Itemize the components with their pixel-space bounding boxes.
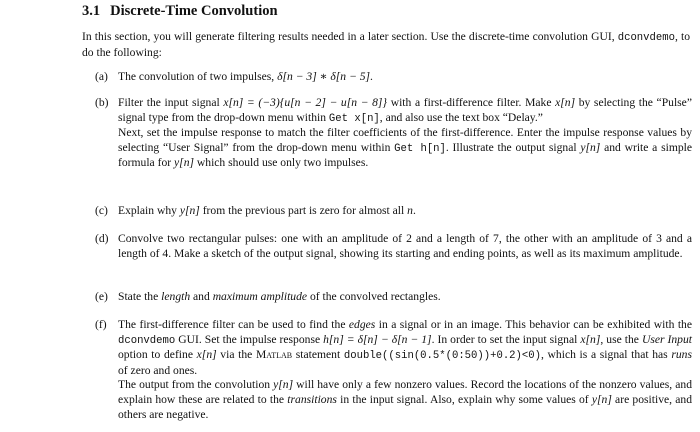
item-f-paragraph-1 bbox=[118, 318, 692, 378]
item-f-text: , which is a signal that has bbox=[540, 348, 672, 362]
item-f-em-edges: edges bbox=[348, 318, 376, 331]
item-f-text: , use the bbox=[600, 332, 642, 346]
item-a-end: . bbox=[370, 70, 373, 83]
item-c-text: from the previous part is zero for almost all bbox=[199, 204, 408, 217]
item-f-text: The first-difference filter can be used to find the bbox=[118, 318, 349, 331]
list-item-c bbox=[95, 204, 692, 219]
item-f-text: of zero and ones. bbox=[118, 363, 198, 377]
item-f-em-user-input: User Input bbox=[641, 332, 692, 346]
list-item-b bbox=[95, 96, 692, 171]
item-c-math-yn: y[n] bbox=[179, 204, 200, 217]
item-body-b bbox=[118, 96, 692, 171]
item-b-math-xn: x[n] bbox=[555, 96, 576, 109]
item-b-text: with a first-difference filter. Make bbox=[387, 96, 556, 109]
item-f-text: in the input signal. Also, explain why some values of bbox=[336, 392, 592, 406]
item-f-math-xn-2: x[n] bbox=[196, 348, 217, 362]
item-c-text: Explain why bbox=[118, 204, 180, 217]
item-f-code-dconvdemo: dconvdemo bbox=[118, 334, 176, 347]
item-f-text: will have only a few nonzero values. Record the locations of the nonzero values, and explain how these are related to the bbox=[118, 378, 693, 406]
item-f-text: The output from the convolution bbox=[118, 378, 274, 392]
item-f-paragraph-2 bbox=[118, 378, 692, 422]
item-label-c: (c) bbox=[95, 204, 108, 217]
item-b-text: and write a simple formula for bbox=[118, 140, 693, 170]
item-e-text: and bbox=[190, 290, 213, 303]
item-f-math-hn: h[n] = δ[n] − δ[n − 1] bbox=[323, 332, 432, 346]
item-f-em-runs: runs bbox=[671, 348, 692, 362]
item-f-text: are positive, and others are negative. bbox=[118, 392, 692, 421]
section-heading bbox=[82, 2, 278, 20]
list-item-f bbox=[95, 318, 692, 422]
item-f-math-yn: y[n] bbox=[273, 378, 294, 392]
item-b-math-yn: y[n] bbox=[580, 140, 601, 154]
item-f-math-xn: x[n] bbox=[580, 332, 601, 346]
item-f-text: GUI. Set the impulse response bbox=[175, 332, 324, 346]
item-body-e bbox=[118, 290, 692, 305]
item-a-math: δ[n − 3] ∗ δ[n − 5] bbox=[277, 70, 371, 83]
section-title: Discrete-Time Convolution bbox=[110, 3, 278, 19]
item-b-text: which should use only two impulses. bbox=[194, 156, 369, 170]
item-b-text: . Illustrate the output signal bbox=[445, 140, 581, 154]
item-b-text: Next, set the impulse response to match the filter coefficients of the first-difference. Enter the impulse response values by selecting “User Signal” from the drop-down menu within bbox=[118, 126, 692, 154]
item-label-e: (e) bbox=[95, 290, 108, 303]
item-f-matlab: Matlab bbox=[256, 348, 293, 362]
item-c-text: . bbox=[412, 204, 416, 217]
item-a-text: The convolution of two impulses, bbox=[118, 70, 278, 83]
list-item-e bbox=[95, 290, 692, 305]
item-f-text: . In order to set the input signal bbox=[431, 332, 581, 346]
item-label-d: (d) bbox=[95, 232, 109, 245]
item-f-em-transitions: transitions bbox=[287, 392, 337, 406]
item-e-em-length: length bbox=[161, 290, 191, 303]
item-body-f bbox=[118, 318, 692, 422]
item-b-paragraph-1 bbox=[118, 96, 692, 126]
item-b-math-yn-2: y[n] bbox=[174, 156, 194, 170]
item-f-text: in a signal or in an image. This behavior can be exhibited with the bbox=[375, 318, 692, 331]
item-body-c bbox=[118, 204, 692, 219]
list-item-a bbox=[95, 70, 692, 85]
item-e-text: of the convolved rectangles. bbox=[307, 290, 441, 303]
item-body-d: Convolve two rectangular pulses: one with an amplitude of 2 and a length of 7, the other with an amplitude of 3 and a length of 4. Make a sketch of the output signal, showing its starting and ending points, as well as its maximum amplitude. bbox=[118, 232, 692, 260]
item-b-text: , and also use the text box “Delay.” bbox=[379, 110, 543, 124]
list-item-d bbox=[95, 232, 692, 261]
item-label-f: (f) bbox=[95, 318, 107, 331]
intro-code-dconvdemo: dconvdemo bbox=[617, 32, 675, 44]
item-b-code-get-xn: Get x[n] bbox=[328, 112, 380, 125]
item-body-a bbox=[118, 70, 692, 85]
item-label-a: (a) bbox=[95, 70, 108, 83]
item-label-b: (b) bbox=[95, 96, 109, 109]
item-e-text: State the bbox=[118, 290, 162, 303]
item-b-code-get-hn: Get h[n] bbox=[394, 142, 446, 155]
item-f-text: statement bbox=[292, 348, 344, 362]
intro-paragraph bbox=[82, 30, 690, 60]
intro-text-end: , to do the following: bbox=[82, 30, 690, 59]
item-f-code-statement: double((sin(0.5*(0:50))+0.2)<0) bbox=[343, 350, 541, 363]
item-f-text: option to define bbox=[118, 348, 197, 362]
item-c-math-n: n bbox=[407, 204, 413, 217]
item-b-math-input-signal: x[n] = (−3){u[n − 2] − u[n − 8]} bbox=[223, 96, 388, 109]
item-b-paragraph-2 bbox=[118, 126, 692, 171]
item-f-math-yn-2: y[n] bbox=[591, 392, 612, 406]
section-number: 3.1 bbox=[82, 3, 101, 19]
item-b-text: Filter the input signal bbox=[118, 96, 224, 109]
intro-text: In this section, you will generate filtering results needed in a later section. Use the discrete-time convolution GUI, bbox=[82, 30, 618, 43]
item-f-text: via the bbox=[216, 348, 256, 362]
item-e-em-max-amplitude: maximum amplitude bbox=[212, 290, 308, 303]
item-b-text: by selecting the “Pulse” signal type from the drop-down menu within bbox=[118, 96, 692, 124]
